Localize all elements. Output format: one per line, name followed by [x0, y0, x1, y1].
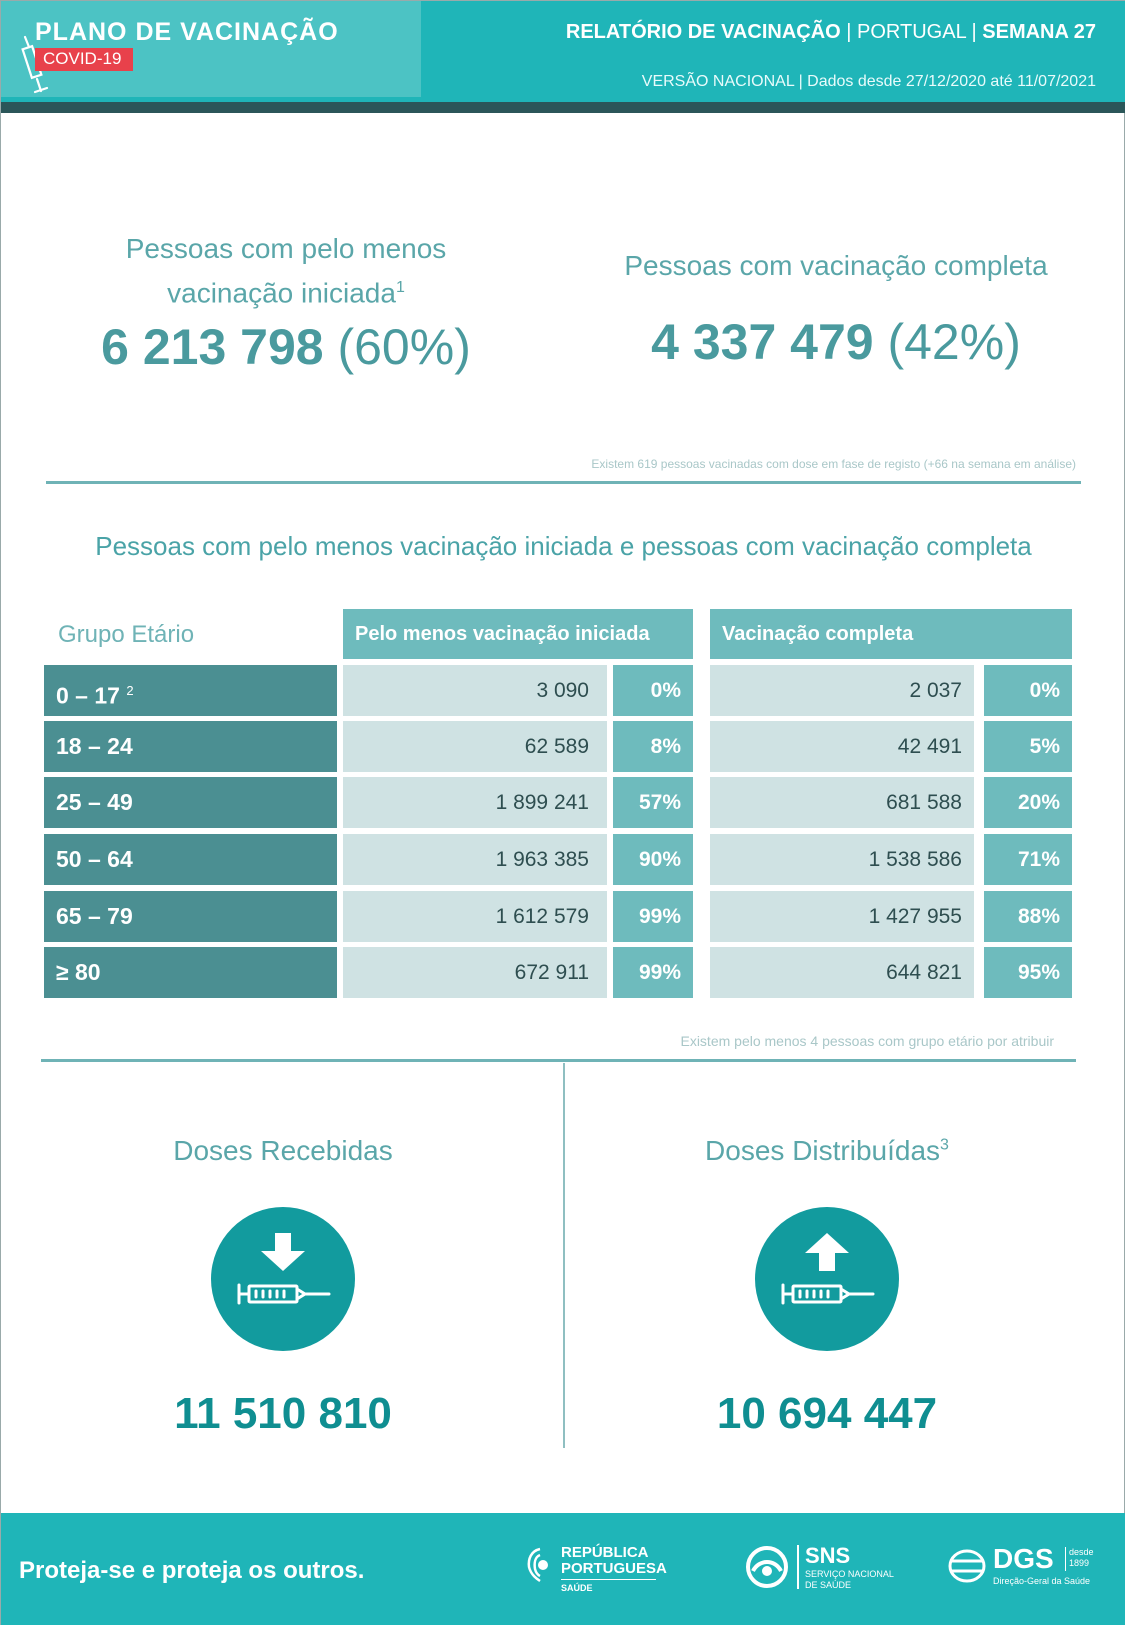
complete-percent: 20%: [984, 777, 1072, 828]
doses-received: [83, 1135, 483, 1439]
kpi-initiated-label-line1: Pessoas com pelo menos: [125, 233, 447, 264]
arrow-down-syringe-icon: [211, 1207, 355, 1351]
sns-logo: [745, 1545, 895, 1605]
doses-distributed-label-line: [627, 1135, 1027, 1167]
logo-title: PLANO DE VACINAÇÃO: [35, 18, 339, 46]
initiated-count: 1 963 385: [343, 834, 607, 885]
complete-percent: 5%: [984, 721, 1072, 772]
age-group-label: ≥ 80: [44, 947, 337, 998]
dgs-globe-icon: [947, 1547, 987, 1585]
doses-received-label: Doses Recebidas: [173, 1135, 393, 1166]
report-subtitle: VERSÃO NACIONAL | Dados desde 27/12/2020 até 11/07/2021: [641, 73, 1096, 90]
table-row: [44, 947, 1074, 998]
separator: |: [840, 21, 858, 43]
logo-rule: [561, 1579, 656, 1580]
doses-distributed-label: Doses Distribuídas: [705, 1135, 941, 1166]
initiated-percent: 99%: [613, 947, 693, 998]
logo-divider: [1065, 1547, 1066, 1571]
initiated-percent: 90%: [613, 834, 693, 885]
complete-count: 42 491: [710, 721, 974, 772]
unassigned-age-note: Existem pelo menos 4 pessoas com grupo etário por atribuir: [680, 1033, 1054, 1049]
logo-divider: [797, 1545, 799, 1589]
plano-vacinacao-logo: [1, 1, 421, 97]
registration-note: Existem 619 pessoas vacinadas com dose em fase de registo (+66 na semana em análise): [591, 457, 1076, 471]
dgs-since-line1: desde: [1069, 1547, 1094, 1557]
table-row: [44, 891, 1074, 942]
arrow-up-syringe-icon: [755, 1207, 899, 1351]
footnote-marker: 1: [395, 279, 405, 296]
republica-line2: PORTUGUESA: [561, 1560, 667, 1577]
republica-line1: REPÚBLICA: [561, 1544, 649, 1561]
dgs-title: DGS: [993, 1543, 1054, 1574]
age-group-label: 50 – 64: [44, 834, 337, 885]
kpi-initiated-label-line2: vacinação iniciada: [167, 277, 396, 309]
report-title: RELATÓRIO DE VACINAÇÃO: [565, 21, 841, 43]
age-group-label: 65 – 79: [44, 891, 337, 942]
week-label: SEMANA 27: [982, 21, 1096, 43]
kpi-complete-value-line: [601, 313, 1071, 371]
initiated-count: 1 612 579: [343, 891, 607, 942]
initiated-percent: 99%: [613, 891, 693, 942]
dgs-since-line2: 1899: [1069, 1558, 1090, 1568]
doses-distributed: [627, 1135, 1027, 1439]
sns-sub-line2: DE SAÚDE: [805, 1580, 852, 1590]
age-group-label: 25 – 49: [44, 777, 337, 828]
complete-count: 681 588: [710, 777, 974, 828]
age-group-cell: [44, 665, 337, 716]
sns-title: SNS: [805, 1543, 851, 1568]
complete-percent: 71%: [984, 834, 1072, 885]
separator: |: [965, 21, 983, 43]
initiated-count: 62 589: [343, 721, 607, 772]
dgs-sub: Direção-Geral da Saúde: [993, 1576, 1091, 1586]
kpi-complete: [601, 246, 1071, 371]
footer: [1, 1513, 1125, 1625]
kpi-complete-label: Pessoas com vacinação completa: [624, 250, 1048, 281]
complete-count: 1 427 955: [710, 891, 974, 942]
sns-sub-line1: SERVIÇO NACIONAL: [805, 1569, 894, 1579]
divider: [46, 481, 1081, 484]
col-header-complete: Vacinação completa: [710, 609, 1072, 659]
kpi-initiated-value: 6 213 798: [101, 319, 324, 376]
kpi-complete-percent: (42%): [873, 314, 1021, 370]
complete-count: 644 821: [710, 947, 974, 998]
initiated-count: 1 899 241: [343, 777, 607, 828]
vertical-divider: [563, 1063, 565, 1448]
footer-slogan: Proteja-se e proteja os outros.: [19, 1557, 365, 1584]
table-row: [44, 721, 1074, 772]
table-row: [44, 777, 1074, 828]
initiated-percent: 57%: [613, 777, 693, 828]
initiated-count: 672 911: [343, 947, 607, 998]
divider: [41, 1059, 1076, 1062]
complete-percent: 88%: [984, 891, 1072, 942]
age-group-label: 0 – 17: [56, 682, 120, 709]
header-divider: [1, 102, 1125, 113]
country: PORTUGAL: [857, 21, 966, 43]
kpi-complete-value: 4 337 479: [651, 314, 874, 370]
doses-distributed-value: 10 694 447: [716, 1389, 938, 1438]
arrow-down-syringe-graphic: [211, 1207, 355, 1351]
kpi-initiated-label: [71, 229, 501, 312]
section-title: Pessoas com pelo menos vacinação iniciada e pessoas com vacinação completa: [95, 531, 1032, 561]
covid-badge: COVID-19: [35, 48, 133, 71]
table-row: [44, 665, 1074, 716]
republica-portuguesa-logo: [525, 1545, 675, 1605]
complete-count: 1 538 586: [710, 834, 974, 885]
dgs-logo: [947, 1545, 1117, 1605]
col-header-initiated: Pelo menos vacinação iniciada: [343, 609, 693, 659]
complete-percent: 95%: [984, 947, 1072, 998]
kpi-initiated-value-line: [71, 318, 501, 376]
complete-count: 2 037: [710, 665, 974, 716]
doses-received-value: 11 510 810: [174, 1389, 392, 1438]
footnote-marker: 3: [940, 1136, 949, 1154]
coat-of-arms-icon: [525, 1545, 555, 1585]
initiated-percent: 0%: [613, 665, 693, 716]
header: [1, 1, 1125, 107]
kpi-initiated-percent: (60%): [323, 319, 471, 376]
initiated-percent: 8%: [613, 721, 693, 772]
republica-sub: SAÚDE: [561, 1583, 593, 1593]
table-row: [44, 834, 1074, 885]
sns-emblem-icon: [745, 1545, 789, 1589]
footnote-marker: 2: [126, 683, 134, 698]
report-title-line: [566, 21, 1096, 44]
complete-percent: 0%: [984, 665, 1072, 716]
arrow-up-syringe-graphic: [755, 1207, 899, 1351]
kpi-initiated: [71, 229, 501, 376]
age-group-label: 18 – 24: [44, 721, 337, 772]
col-header-age-group: Grupo Etário: [58, 621, 195, 648]
initiated-count: 3 090: [343, 665, 607, 716]
